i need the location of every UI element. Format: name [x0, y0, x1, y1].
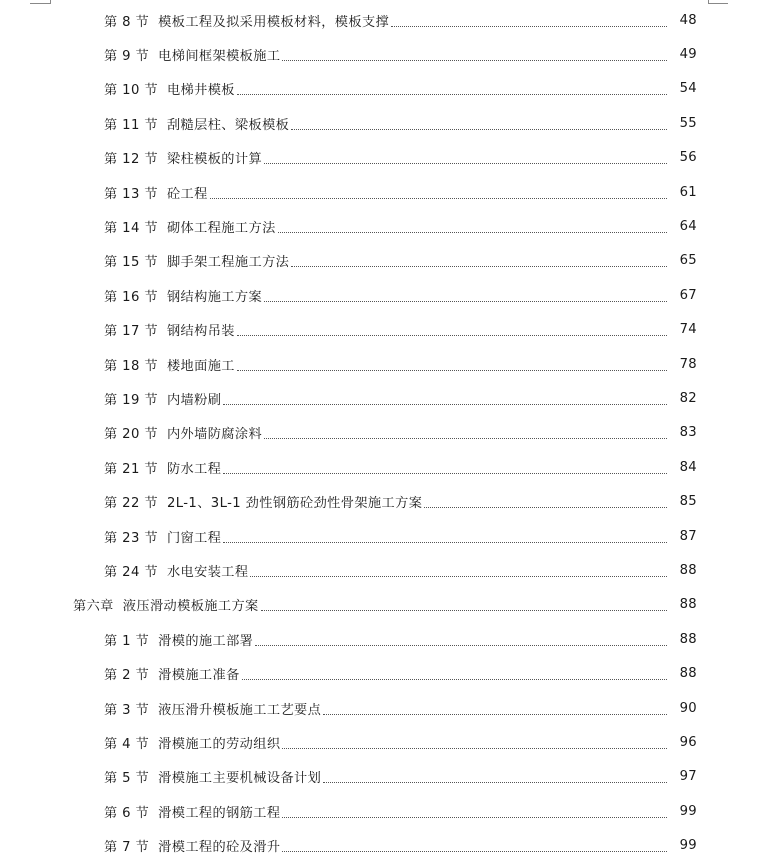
toc-page-number: 82 [679, 390, 697, 406]
toc-section-entry[interactable] [0, 313, 779, 347]
dot-leader [261, 610, 667, 611]
toc-entry-number: 第 1 节 [104, 633, 150, 649]
toc-entry-number: 第 8 节 [104, 14, 150, 30]
dot-leader [223, 404, 667, 405]
toc-section-entry[interactable] [0, 794, 779, 828]
toc-entry-number: 第 19 节 [104, 392, 158, 408]
toc-section-entry[interactable] [0, 725, 779, 759]
table-of-contents [0, 3, 779, 863]
dot-leader [291, 266, 667, 267]
toc-section-entry[interactable] [0, 691, 779, 725]
toc-entry-number: 第 6 节 [104, 805, 150, 821]
toc-page-number: 90 [679, 700, 697, 716]
toc-section-entry[interactable] [0, 347, 779, 381]
toc-entry-number: 第 5 节 [104, 771, 150, 787]
dot-leader [223, 473, 667, 474]
toc-page-number: 88 [679, 631, 697, 647]
toc-entry-label [0, 286, 262, 305]
toc-entry-number: 第 3 节 [104, 702, 150, 718]
toc-page-number: 49 [679, 47, 697, 63]
toc-page-number: 74 [679, 322, 697, 338]
toc-entry-title: 电梯井模板 [166, 83, 235, 99]
toc-entry-number: 第 22 节 [104, 496, 158, 512]
toc-entry-label [0, 561, 248, 580]
toc-section-entry[interactable] [0, 381, 779, 415]
toc-page-number: 65 [679, 253, 697, 269]
toc-entry-title: 刮糙层柱、梁板模板 [166, 117, 290, 133]
toc-section-entry[interactable] [0, 450, 779, 484]
toc-section-entry[interactable] [0, 3, 779, 37]
dot-leader [242, 679, 667, 680]
toc-section-entry[interactable] [0, 37, 779, 71]
toc-entry-title: 滑模工程的砼及滑升 [158, 840, 281, 856]
dot-leader [210, 198, 667, 199]
toc-entry-number: 第 20 节 [104, 427, 158, 443]
dot-leader [323, 714, 667, 715]
toc-entry-label [0, 527, 221, 546]
toc-section-entry[interactable] [0, 553, 779, 587]
toc-entry-label [0, 802, 280, 821]
toc-page-number: 99 [679, 803, 697, 819]
toc-section-entry[interactable] [0, 209, 779, 243]
toc-entry-label [0, 423, 262, 442]
toc-entry-number: 第 23 节 [104, 530, 158, 546]
toc-entry-label [0, 389, 221, 408]
toc-page-number: 99 [679, 838, 697, 854]
dot-leader [291, 129, 667, 130]
toc-page-number: 88 [679, 666, 697, 682]
toc-entry-title: 门窗工程 [166, 530, 222, 546]
toc-entry-label [0, 492, 422, 511]
toc-entry-title: 楼地面施工 [166, 358, 235, 374]
toc-section-entry[interactable] [0, 828, 779, 862]
toc-page-number: 96 [679, 734, 697, 750]
toc-entry-label [0, 148, 262, 167]
toc-entry-label [0, 699, 321, 718]
toc-entry-number: 第 13 节 [104, 186, 158, 202]
toc-entry-title: 滑模工程的钢筋工程 [158, 805, 281, 821]
toc-entry-label [0, 836, 280, 855]
toc-page-number: 85 [679, 494, 697, 510]
toc-entry-number: 第 11 节 [104, 117, 158, 133]
toc-section-entry[interactable] [0, 519, 779, 553]
toc-entry-title: 防水工程 [166, 461, 222, 477]
toc-entry-title: 砼工程 [166, 186, 208, 202]
toc-section-entry[interactable] [0, 656, 779, 690]
toc-entry-number: 第 14 节 [104, 221, 158, 237]
toc-entry-title: 2L-1、3L-1 劲性钢筋砼劲性骨架施工方案 [166, 496, 423, 512]
dot-leader [323, 782, 667, 783]
toc-entry-label [0, 183, 208, 202]
toc-entry-label [0, 630, 253, 649]
toc-page-number: 67 [679, 287, 697, 303]
toc-entry-label [0, 251, 289, 270]
toc-entry-label [0, 79, 235, 98]
dot-leader [223, 542, 667, 543]
toc-entry-title: 内外墙防腐涂料 [166, 427, 263, 443]
toc-entry-number: 第 21 节 [104, 461, 158, 477]
dot-leader [237, 335, 667, 336]
toc-section-entry[interactable] [0, 106, 779, 140]
toc-entry-label [0, 320, 235, 339]
toc-section-entry[interactable] [0, 244, 779, 278]
dot-leader [255, 645, 667, 646]
dot-leader [264, 163, 667, 164]
toc-entry-label [0, 595, 259, 614]
toc-entry-number: 第 18 节 [104, 358, 158, 374]
dot-leader [264, 438, 667, 439]
toc-page-number: 78 [679, 356, 697, 372]
dot-leader [282, 60, 667, 61]
toc-entry-title: 滑模的施工部署 [158, 633, 254, 649]
toc-entry-title: 内墙粉刷 [166, 392, 222, 408]
toc-page-number: 88 [679, 562, 697, 578]
toc-section-entry[interactable] [0, 622, 779, 656]
dot-leader [250, 576, 667, 577]
toc-entry-number: 第 4 节 [104, 736, 150, 752]
toc-entry-label [0, 45, 280, 64]
toc-entry-number: 第 12 节 [104, 152, 158, 168]
toc-entry-label [0, 458, 221, 477]
toc-page-number: 48 [679, 12, 697, 28]
toc-section-entry[interactable] [0, 141, 779, 175]
toc-section-entry[interactable] [0, 760, 779, 794]
toc-section-entry[interactable] [0, 72, 779, 106]
toc-entry-label [0, 767, 321, 786]
dot-leader [282, 817, 667, 818]
toc-entry-number: 第六章 [73, 599, 114, 615]
toc-page-number: 88 [679, 597, 697, 613]
dot-leader [237, 370, 667, 371]
dot-leader [237, 94, 667, 95]
toc-entry-title: 钢结构吊装 [166, 324, 235, 340]
toc-entry-number: 第 15 节 [104, 255, 158, 271]
toc-section-entry[interactable] [0, 175, 779, 209]
toc-page-number: 84 [679, 459, 697, 475]
toc-entry-title: 砌体工程施工方法 [166, 221, 276, 237]
toc-page-number: 61 [679, 184, 697, 200]
toc-page-number: 97 [679, 769, 697, 785]
toc-page-number: 56 [679, 150, 697, 166]
toc-page-number: 83 [679, 425, 697, 441]
toc-section-entry[interactable] [0, 484, 779, 518]
toc-entry-title: 模板工程及拟采用模板材料，模板支撑 [158, 14, 390, 30]
toc-entry-number: 第 7 节 [104, 840, 150, 856]
toc-entry-title: 钢结构施工方案 [166, 289, 263, 305]
toc-entry-title: 滑模施工主要机械设备计划 [158, 771, 322, 787]
toc-section-entry[interactable] [0, 416, 779, 450]
dot-leader [278, 232, 667, 233]
dot-leader [282, 748, 667, 749]
toc-page-number: 55 [679, 115, 697, 131]
toc-entry-number: 第 17 节 [104, 324, 158, 340]
toc-entry-number: 第 16 节 [104, 289, 158, 305]
toc-entry-title: 液压滑动模板施工方案 [122, 599, 259, 615]
toc-entry-title: 水电安装工程 [166, 564, 249, 580]
dot-leader [282, 851, 667, 852]
toc-entry-number: 第 9 节 [104, 49, 150, 65]
toc-entry-title: 电梯间框架模板施工 [158, 49, 281, 65]
dot-leader [391, 26, 667, 27]
toc-entry-label [0, 733, 280, 752]
toc-page-number: 64 [679, 219, 697, 235]
toc-page-number: 87 [679, 528, 697, 544]
toc-entry-title: 梁柱模板的计算 [166, 152, 263, 168]
toc-page-number: 54 [679, 81, 697, 97]
dot-leader [424, 507, 667, 508]
toc-entry-label [0, 355, 235, 374]
toc-section-entry[interactable] [0, 278, 779, 312]
toc-entry-title: 滑模施工的劳动组织 [158, 736, 281, 752]
toc-entry-label [0, 11, 389, 30]
toc-chapter-entry[interactable] [0, 588, 779, 622]
toc-entry-number: 第 2 节 [104, 668, 150, 684]
toc-entry-label [0, 217, 276, 236]
toc-entry-number: 第 24 节 [104, 564, 158, 580]
toc-entry-label [0, 114, 289, 133]
toc-entry-title: 液压滑升模板施工工艺要点 [158, 702, 322, 718]
toc-entry-title: 脚手架工程施工方法 [166, 255, 290, 271]
toc-entry-title: 滑模施工准备 [158, 668, 240, 684]
dot-leader [264, 301, 667, 302]
toc-entry-label [0, 664, 240, 683]
toc-entry-number: 第 10 节 [104, 83, 158, 99]
